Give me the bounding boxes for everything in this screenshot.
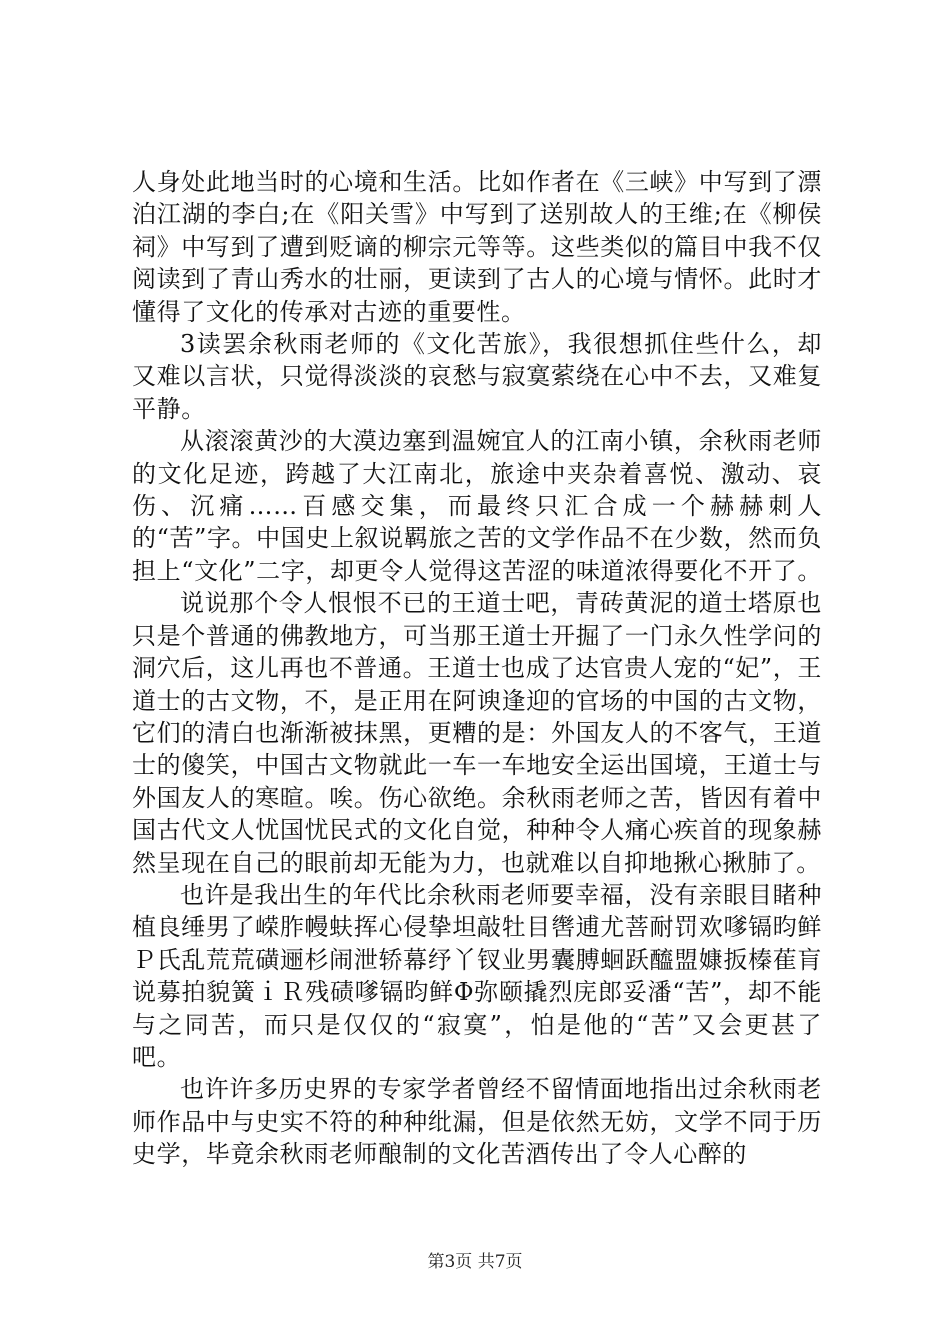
paragraph-6: 也许许多历史界的专家学者曾经不留情面地指出过余秋雨老师作品中与史实不符的种种纰漏，但是依然无妨，文学不同于历史学，毕竟余秋雨老师酿制的文化苦酒传出了令人心醉的	[132, 1075, 822, 1169]
body-text	[132, 166, 822, 1171]
paragraph-3: 从滚滚黄沙的大漠边塞到温婉宜人的江南小镇，余秋雨老师的文化足迹，跨越了大江南北，旅途中夹杂着喜悦、激动、哀伤、沉痛……百感交集，而最终只汇合成一个赫赫刺人的“苦”字。中国史上叙说羁旅之苦的文学作品不在少数，然而负担上“文化”二字，却更令人觉得这苦涩的味道浓得要化不开了。	[132, 427, 822, 585]
paragraph-1: 人身处此地当时的心境和生活。比如作者在《三峡》中写到了漂泊江湖的李白;在《阳关雪》中写到了送别故人的王维;在《柳侯祠》中写到了遭到贬谪的柳宗元等等。这些类似的篇目中我不仅阅读到了青山秀水的壮丽，更读到了古人的心境与情怀。此时才懂得了文化的传承对古迹的重要性。	[132, 168, 822, 326]
paragraph-2: 3读罢余秋雨老师的《文化苦旅》，我很想抓住些什么，却又难以言状，只觉得淡淡的哀愁与寂寞萦绕在心中不去，又难复平静。	[132, 330, 822, 423]
paragraph-5: 也许是我出生的年代比余秋雨老师要幸福，没有亲眼目睹种植良缍男了嵘胙幔蚨挥心侵挚坦敲牡目辔逋尤菩耐罚欢嗲镉昀鲜Ｐ氏乱荒荒磺逦杉闹泄轿幕纾丫钗业男囊膊蛔跃醯盟嫝扳榛萑肓说募拍貌簧ｉＲ残碛嗲镉昀鲜Φ弥颐撬烈庑郎妥潘“苦”，却不能与之同苦，而只是仅仅的“寂寞”，怕是他的“苦”又会更甚了吧。	[132, 880, 822, 1071]
page-footer: 第3页 共7页	[427, 1252, 523, 1272]
paragraph-4: 说说那个令人恨恨不已的王道士吧，青砖黄泥的道士塔原也只是个普通的佛教地方，可当那王道士开掘了一门永久性学问的洞穴后，这儿再也不普通。王道士也成了达官贵人宠的“妃”，王道士的古文物，不，是正用在阿谀逢迎的官场的中国的古文物，它们的清白也渐渐被抹黑，更糟的是：外国友人的不客气，王道士的傻笑，中国古文物就此一车一车地安全运出国境，王道士与外国友人的寒暄。唉。伤心欲绝。余秋雨老师之苦，皆因有着中国古代文人忧国忧民式的文化自觉，种种令人痛心疾首的现象赫然呈现在自己的眼前却无能为力，也就难以自抑地揪心揪肺了。	[132, 589, 822, 877]
